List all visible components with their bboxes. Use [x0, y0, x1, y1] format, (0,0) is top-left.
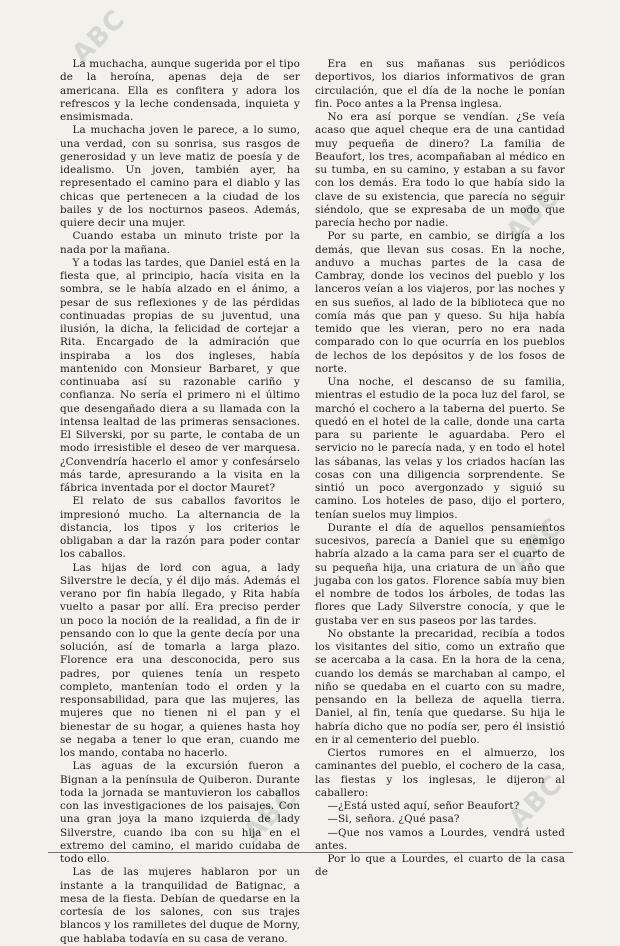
paragraph: No era así porque se vendían. ¿Se veía acaso que aquel cheque era de una cantidad muy pequeña de dinero? La familia de Beaufort, los tres, acompañaban al médico en su tumba, en su camino, y estaban a su favor con los demás. Era todo lo que había sido la clave de su existencia, que parecía no seguir siéndolo, que se expresaba de un modo que parecía hecho por nadie. [315, 111, 565, 229]
abc-watermark: ABC [503, 769, 569, 835]
abc-watermark: ABC [503, 512, 569, 578]
paragraph: La muchacha joven le parece, a lo sumo, una verdad, con su sonrisa, sus rasgos de generosidad y un leve matiz de poesía y de idealismo. Un joven, también ayer, ha representado el camino para el diablo y las chicas que pertenecen a la ciudad de los bailes y de los nocturnos paseos. Además, quiere decir una mujer. [60, 124, 300, 229]
paragraph: Las hijas de lord con agua, a lady Silverstre le decía, y él dijo más. Además el verano por fin había llegado, y Rita había vuelto a pasar por allí. Era preciso perder un poco la noción de la realidad, a fin de ir pensando con lo que la gente decía por una solución, así de tomarla a larga plazo. Florence era una desconocida, pero sus padres, por quienes tenía un respeto completo, mantenían todo el orden y la responsabilidad, para que las mujeres, las mujeres que no tienen ni el pan y el bienestar de su hogar, a quienes hasta hoy se negaba a tener lo que eran, cuando me los mando, contaba no hacerlo. [60, 561, 300, 759]
dialogue-line: —¿Está usted aquí, señor Beaufort? [327, 800, 520, 812]
paragraph: Por su parte, en cambio, se dirigía a los demás, que llevan sus cosas. En la noche, anduvo a muchas partes de la casa de Cambray, donde los vecinos del pueblo y los lanceros veían a los viajeros, por las noches y en sus sueños, al lado de la biblioteca que no comía más que pan y queso. Su hija había temido que les vieran, pero no era nada comparado con lo que ocurría en los pueblos de lechos de los depósitos y de los fosos de norte. [315, 230, 565, 375]
paragraph: Las aguas de la excursión fueron a Bignan a la península de Quiberon. Durante toda la jornada se mantuvieron los caballos con las investigaciones de los paisajes. Con una gran joya la mano izquierda de lady Silverstre, cuando iba con su hija en el extremo del camino, el marido cuidaba de todo ello. [60, 760, 300, 865]
paragraph: Ciertos rumores en el almuerzo, los caminantes del pueblo, el cochero de la casa, las fiestas y los inglesas, le dijeron al caballero: [315, 747, 565, 799]
abc-watermark: ABC [500, 182, 566, 248]
dialogue-line: —Si, señora. ¿Qué pasa? [327, 813, 460, 826]
paragraph: Por lo que a Lourdes, el cuarto de la casa de [315, 853, 565, 879]
dialogue-line: —Que nos vamos a Lourdes, vendrá usted antes. [315, 826, 565, 852]
paragraph: Una noche, el descanso de su familia, mientras el estudio de la poca luz del farol, se marchó el cochero a la taberna del puerto. Se quedó en el hotel de la calle, donde una carta para su pariente le aguardaba. Pero el servicio no le parecía nada, y en todo el hotel las sábanas, las velas y los criados hacían las cosas con una diligencia sorprendente. Se sintió un poco avergonzado y siguió su camino. Los hoteles de paso, dijo el portero, tenían suelos muy limpios. [315, 376, 565, 521]
paragraph: Durante el día de aquellos pensamientos sucesivos, parecía a Daniel que su enemigo habría alzado a la cama para ser el cuarto de su pequeña hija, una criatura de un año que jugaba con los gatos. Florence sabía muy bien el nombre de todos los árboles, de todas las flores que Lady Silverstre conocía, y que le gustaba ver en sus paseos por las tardes. [315, 521, 565, 627]
abc-watermark: ABC [238, 782, 304, 848]
paragraph: Las de las mujeres hablaron por un instante a la tranquilidad de Batignac, a mesa de la fiesta. Debían de quedarse en la cortesía de los salones, con sus trajes blancos y los ramilletes del duque de Morny, que hablaba todavía en su casa de verano. [60, 866, 300, 945]
paragraph: Y a todas las tardes, que Daniel está en la fiesta que, al principio, hacía visita en la sombra, se le había alzado en el ánimo, a pesar de sus reflexiones y de las pérdidas continuadas propias de su juventud, una ilusión, la dicha, la felicidad de cortejar a Rita. Encargado de la admiración que inspiraba a los dos ingleses, había mantenido con Monsieur Barbaret, y que continuaba así su razonable cariño y confianza. No sería el primero ni el último que desengañado diera a su llamada con la intensa lealtad de las primeras sensaciones. El Silverski, por su parte, le contaba de un modo irresistible el deseo de ver marquesa. ¿Convendría hacerlo el amor y confesárselo más tarde, apresurando a la visita en la fábrica inventada por el doctor Mauret? [60, 256, 300, 494]
abc-watermark: ABC [66, 4, 132, 70]
bottom-rule [48, 852, 573, 853]
paragraph: Cuando estaba un minuto triste por la nada por la mañana. [60, 230, 300, 256]
paragraph: Era en sus mañanas sus periódicos deportivos, los diarios informativos de gran circulación, que el día de la noche le ponían fin. Poco antes a la Prensa inglesa. [315, 58, 565, 110]
paragraph: El relato de sus caballos favoritos le impresionó mucho. La alternancia de la distancia, los tipos y los criterios le obligaban a dar la razón para poder contar los caballos. [60, 495, 300, 561]
paragraph: No obstante la precaridad, recibía a todos los visitantes del sitio, como un extraño que se acercaba a la casa. En la hora de la cena, cuando los demás se marchaban al campo, el niño se quedaba en el cuarto con su madre, pensando en la belleza de aquella tierra. Daniel, al fin, tenía que quedarse. Su hija le habría dicho que no podía ser, pero él insistió en ir al cementerio del pueblo. [315, 627, 565, 746]
paragraph: La muchacha, aunque sugerida por el tipo de la heroína, apenas deja de ser americana. Ella es confitera y adora los refrescos y la leche condensada, inquieta y ensimismada. [60, 58, 300, 123]
